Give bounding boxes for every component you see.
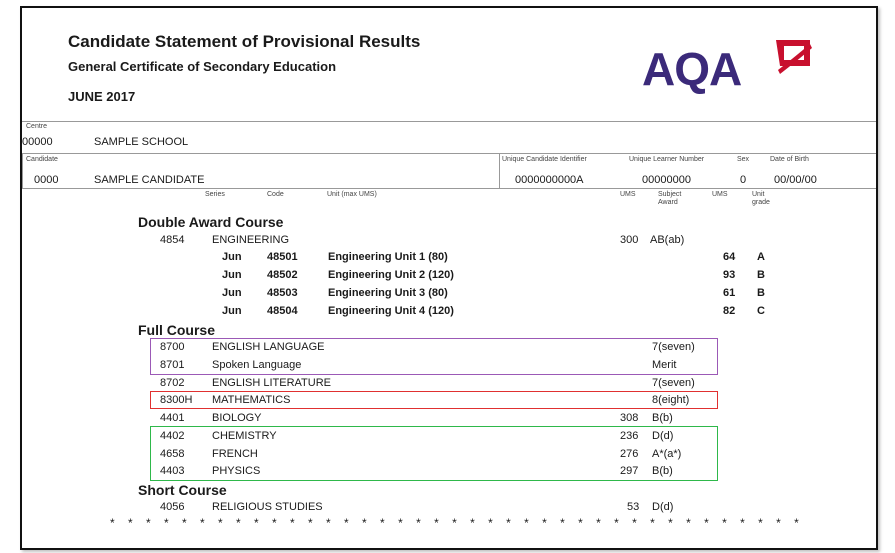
candidate-name: SAMPLE CANDIDATE [94, 174, 205, 186]
qualification-subtitle: General Certificate of Secondary Education [68, 59, 337, 74]
uci-label: Unique Candidate Identifier [502, 156, 587, 163]
col-series: Series [205, 191, 225, 198]
centre-label: Centre [26, 123, 48, 130]
subject-ums: 300 [620, 234, 639, 246]
uci-value: 0000000000A [515, 174, 584, 186]
candidate-label: Candidate [26, 156, 58, 163]
dob-value: 00/00/00 [774, 174, 817, 186]
uln-label: Unique Learner Number [629, 156, 705, 163]
col-unit-ums: UMS [712, 191, 728, 198]
statement-title: Candidate Statement of Provisional Results [68, 32, 421, 51]
aqa-swoosh-icon [770, 36, 814, 76]
double-award-heading: Double Award Course [138, 214, 284, 230]
full-course-heading: Full Course [138, 322, 216, 338]
col-code: Code [267, 191, 284, 198]
centre-number: 00000 [22, 136, 53, 148]
subject-code: 4854 [160, 234, 185, 246]
candidate-number: 0000 [34, 174, 59, 186]
subject-award: AB(ab) [650, 234, 685, 246]
end-of-statement-stars: * * * * * * * * * * * * * * * * * * * * * * * * * * * * * * * * * * * * * * * [110, 516, 799, 530]
sex-value: 0 [740, 174, 747, 186]
centre-name: SAMPLE SCHOOL [94, 136, 189, 148]
col-ums: UMS [620, 191, 636, 198]
exam-session: JUNE 2017 [68, 89, 136, 104]
aqa-logo-text: AQA [642, 43, 742, 95]
subject-title: ENGINEERING [212, 234, 290, 246]
dob-label: Date of Birth [770, 156, 809, 163]
col-unit-grade: Unit grade [752, 191, 770, 206]
results-statement: Candidate Statement of Provisional Results General Certificate of Secondary Education JUNE 2017 AQA Centre 00000 SAMPLE SCHOOL Candidate Unique Candidate Identifier Unique Learner Number Sex Date of Birth 0000 SAMPLE CANDIDATE 0000000000A 00000000 0 00/00/00 Series Code Unit (max UMS) UMS Subject Award UMS Unit grade Double Award Course 4854 ENGINEERING 300 AB(ab) Jun 48501 Engineering Unit 1 (80) 64 A Jun 48502 Engineering Unit 2 (120) 93 B Jun 48503 Engineering Unit 3 (80) 61 B Jun 48504 Engineering Unit 4 (120) 82 C Full Course 8700 ENGLISH LANGUAGE 7(seven) 8701 Spoken Language Merit 8702 ENGLISH LITERATURE 7(seven) 8300H MATHEMATICS 8(eight) 4401 BIOLOGY 308 B(b) 4402 CHEMISTRY 236 D(d) 4658 FRENCH 276 A*(a*) 4403 PHYSICS 297 B(b) Short Course 4056 RELIGIOUS STUDIES 53 D(d) * * * * * * * * * * * * * * * * * * * * * * * * * * * * * * * * * * * * * * * [20, 6, 878, 550]
sex-label: Sex [737, 156, 750, 163]
uln-value: 00000000 [642, 174, 691, 186]
col-subject-award: Subject Award [658, 191, 682, 206]
short-course-heading: Short Course [138, 482, 227, 498]
col-unit: Unit (max UMS) [327, 191, 377, 198]
aqa-logo [642, 42, 741, 96]
